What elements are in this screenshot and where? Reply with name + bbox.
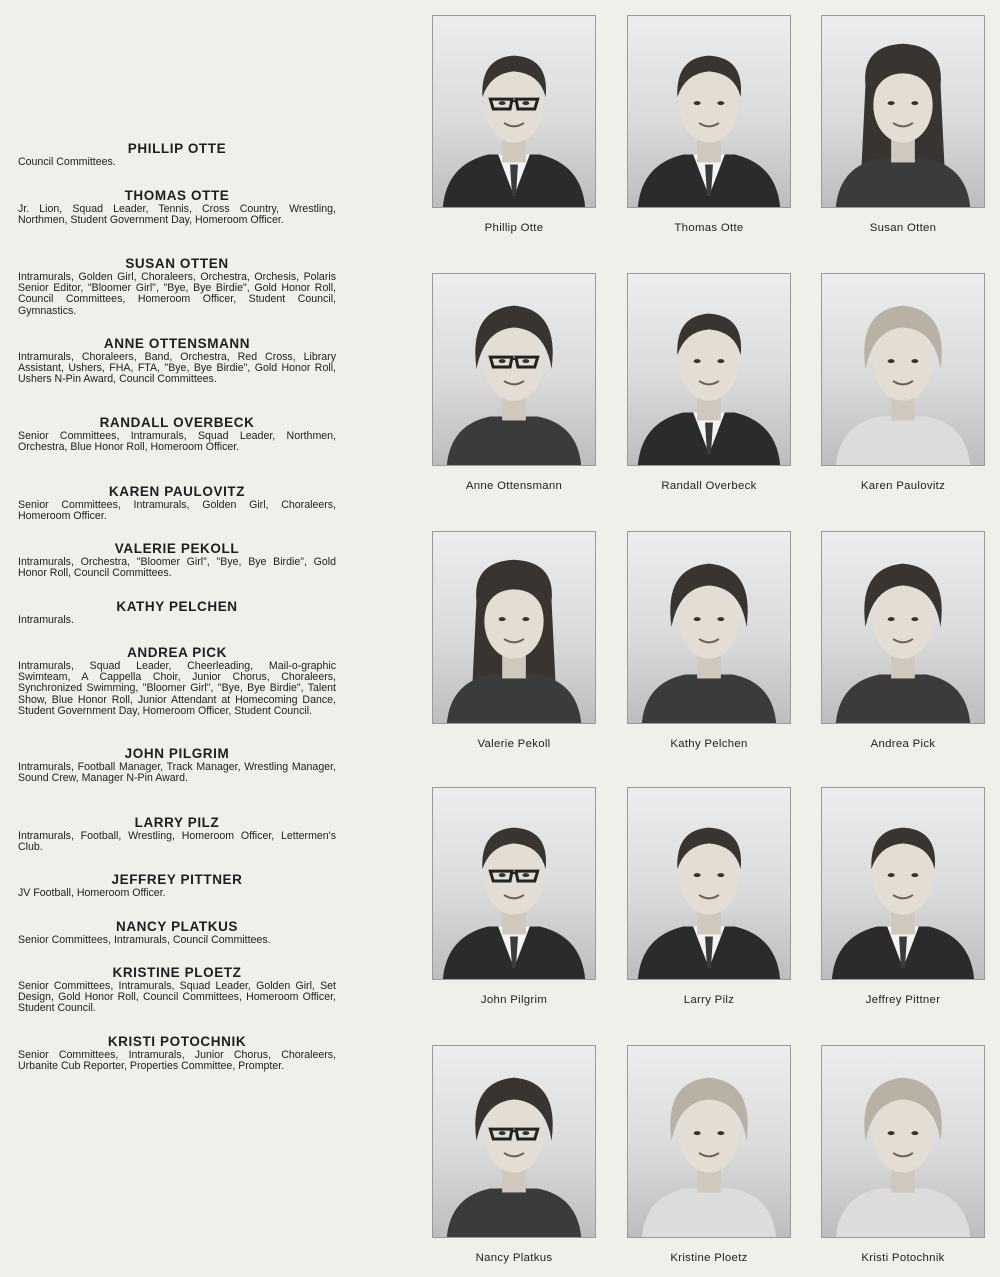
student-activities: Council Committees. [18,156,116,168]
student-activities: Intramurals, Football Manager, Track Manager, Wrestling Manager, Sound Crew, Manager N-Pin Award. [18,761,336,785]
portrait-cell [627,531,791,756]
student-portrait-photo [821,273,985,466]
student-bio [18,919,336,946]
student-name-heading: SUSAN OTTEN [125,256,229,271]
student-bio [18,599,336,626]
student-portrait-photo [627,1045,791,1238]
portrait-caption: Kathy Pelchen [670,738,748,750]
portrait-cell [627,15,791,240]
portrait-caption: Randall Overbeck [661,480,757,492]
student-name-heading: NANCY PLATKUS [115,919,239,934]
student-portrait-photo [432,787,596,980]
student-portrait-photo [821,15,985,208]
student-bio [18,188,336,226]
portrait-caption: Karen Paulovitz [860,480,946,492]
student-name-heading: ANNE OTTENSMANN [103,336,251,351]
student-portrait-photo [627,273,791,466]
student-activities: Senior Committees, Intramurals, Junior Chorus, Choraleers, Urbanite Cub Reporter, Properties Committee, Prompter. [18,1049,336,1073]
portrait-cell [432,787,596,1012]
student-portrait-photo [821,531,985,724]
student-portrait-photo [627,15,791,208]
student-activities: JV Football, Homeroom Officer. [18,887,166,899]
student-name-heading: KRISTI POTOCHNIK [107,1034,247,1049]
student-activities: Senior Committees, Intramurals, Golden Girl, Choraleers, Homeroom Officer. [18,499,336,523]
student-activities: Senior Committees, Intramurals, Council Committees. [18,934,271,946]
student-activities: Intramurals, Golden Girl, Choraleers, Orchestra, Orchesis, Polaris Senior Editor, "Bloomer Girl", "Bye, Bye Birdie", Gold Honor Roll, Council Committees, Homeroom Officer, Student Council, Gymnastics. [18,271,336,317]
student-activities: Jr. Lion, Squad Leader, Tennis, Cross Country, Wrestling, Northmen, Student Government Day, Homeroom Officer. [18,203,336,227]
student-name-heading: RANDALL OVERBECK [99,415,255,430]
portrait-caption: Susan Otten [869,222,937,234]
student-name-heading: JEFFREY PITTNER [111,872,243,887]
student-portrait-photo [627,787,791,980]
portrait-cell [821,531,985,756]
student-bio [18,1034,336,1072]
student-activities: Senior Committees, Intramurals, Squad Leader, Golden Girl, Set Design, Gold Honor Roll, Council Committees, Homeroom Officer, Student Council. [18,980,336,1015]
student-bio [18,484,336,522]
student-bio [18,415,336,453]
portrait-caption: Andrea Pick [870,738,936,750]
student-name-heading: JOHN PILGRIM [124,746,230,761]
portrait-cell [821,1045,985,1270]
portrait-caption: Phillip Otte [484,222,544,234]
student-portrait-photo [821,1045,985,1238]
student-portrait-photo [432,273,596,466]
student-bio [18,645,336,717]
student-activities: Intramurals, Orchestra, "Bloomer Girl", "Bye, Bye Birdie", Gold Honor Roll, Council Committees. [18,556,336,580]
student-portrait-photo [432,531,596,724]
portrait-caption: Valerie Pekoll [477,738,551,750]
student-activities: Intramurals, Football, Wrestling, Homeroom Officer, Lettermen's Club. [18,830,336,854]
student-name-heading: KRISTINE PLOETZ [112,965,242,980]
student-name-heading: ANDREA PICK [127,645,227,660]
student-name-heading: LARRY PILZ [134,815,220,830]
student-portrait-photo [432,15,596,208]
student-name-heading: PHILLIP OTTE [127,141,227,156]
student-portrait-photo [627,531,791,724]
portrait-caption: Larry Pilz [683,994,735,1006]
portrait-caption: Kristi Potochnik [861,1252,945,1264]
student-activities: Senior Committees, Intramurals, Squad Leader, Northmen, Orchestra, Blue Honor Roll, Homeroom Officer. [18,430,336,454]
portrait-cell [432,1045,596,1270]
student-bio [18,541,336,579]
portrait-cell [627,787,791,1012]
student-bio [18,872,336,899]
student-portrait-photo [821,787,985,980]
student-name-heading: VALERIE PEKOLL [114,541,240,556]
student-bio [18,141,336,168]
portrait-cell [432,15,596,240]
student-bio [18,746,336,784]
portrait-cell [432,531,596,756]
portrait-cell [627,1045,791,1270]
portrait-caption: Anne Ottensmann [465,480,563,492]
student-activities: Intramurals, Choraleers, Band, Orchestra, Red Cross, Library Assistant, Ushers, FHA, FTA, "Bye, Bye Birdie", Gold Honor Roll, Ushers N-Pin Award, Council Committees. [18,351,336,386]
student-bio [18,965,336,1015]
portrait-cell [821,787,985,1012]
student-name-heading: THOMAS OTTE [124,188,230,203]
student-portrait-photo [432,1045,596,1238]
portrait-caption: Nancy Platkus [475,1252,553,1264]
portrait-cell [821,15,985,240]
portrait-caption: Kristine Ploetz [670,1252,748,1264]
student-activities: Intramurals, Squad Leader, Cheerleading, Mail-o-graphic Swimteam, A Cappella Choir, Junior Chorus, Choraleers, Synchronized Swimming, "Bloomer Girl", "Bye, Bye Birdie", Talent Show, Blue Honor Roll, Junior Attendant at Homecoming Dance, Student Government Day, Homeroom Officer, Student Council. [18,660,336,717]
portrait-cell [432,273,596,498]
student-name-heading: KAREN PAULOVITZ [108,484,246,499]
portrait-cell [627,273,791,498]
portrait-cell [821,273,985,498]
student-activities: Intramurals. [18,614,74,626]
portrait-caption: Jeffrey Pittner [865,994,941,1006]
portrait-caption: Thomas Otte [674,222,744,234]
portrait-caption: John Pilgrim [480,994,548,1006]
student-bio [18,256,336,317]
student-name-heading: KATHY PELCHEN [116,599,238,614]
student-bio [18,336,336,386]
student-bio [18,815,336,853]
